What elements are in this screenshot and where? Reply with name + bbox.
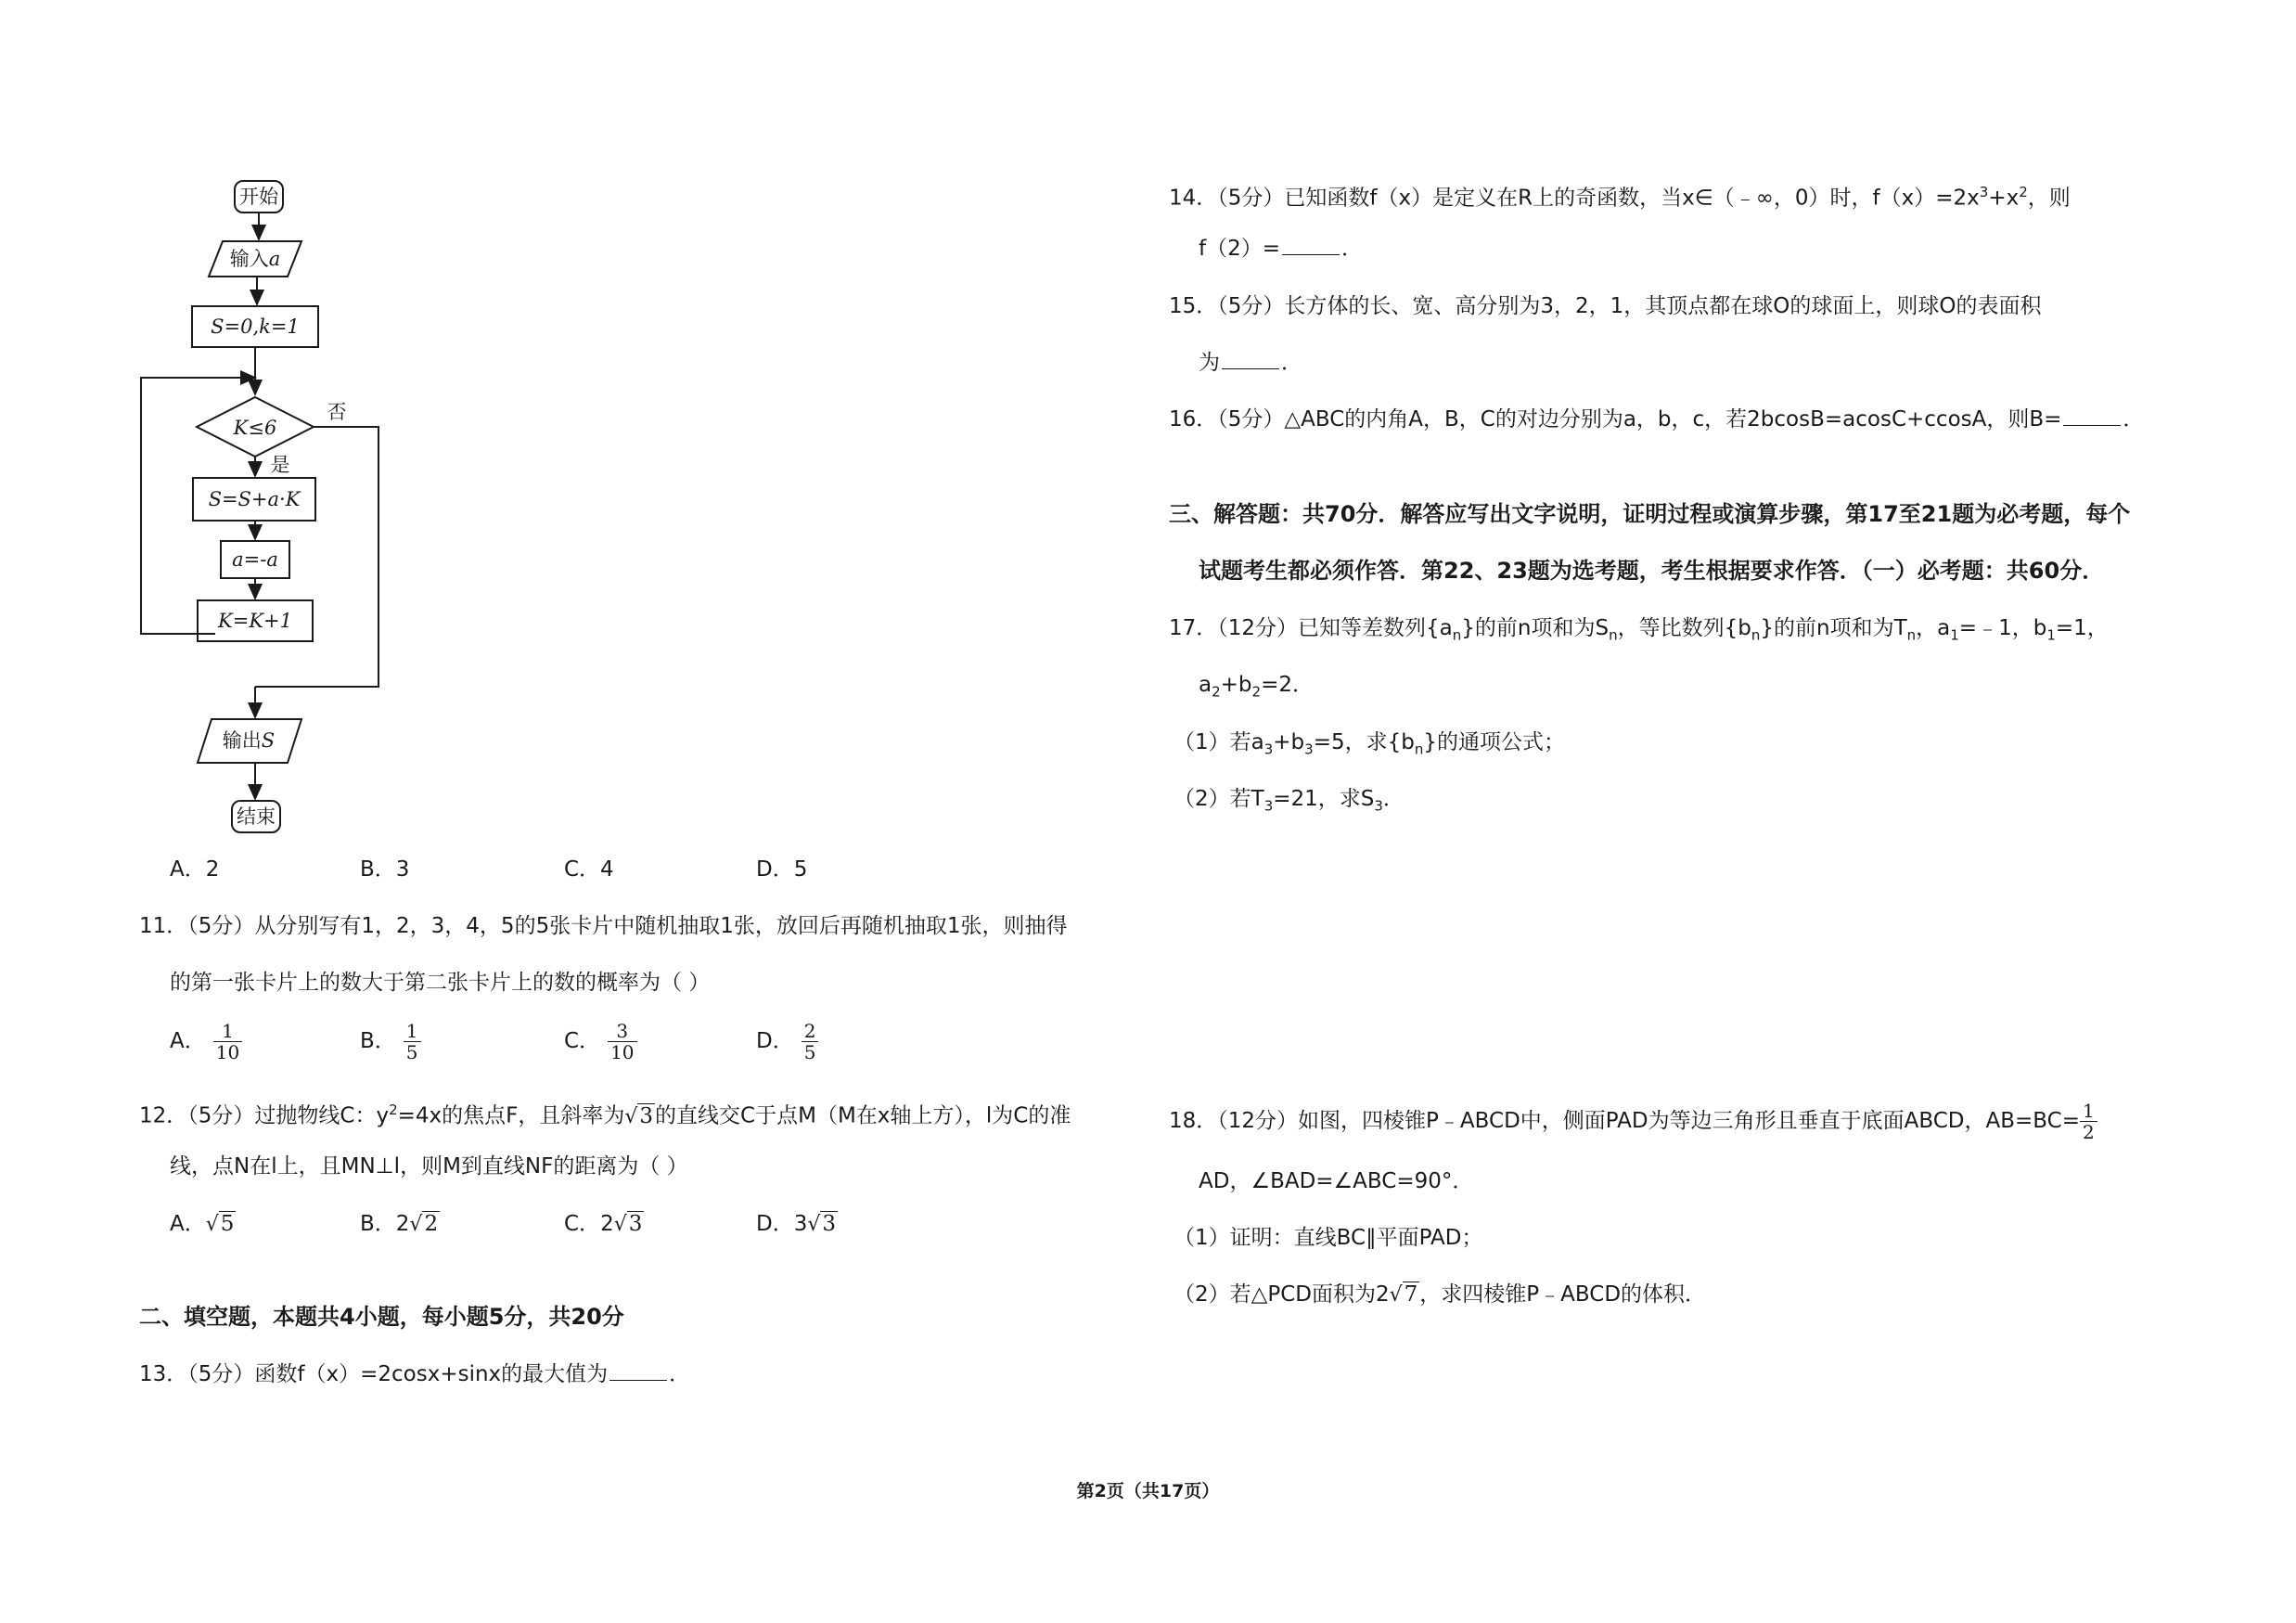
program-flowchart <box>130 172 408 840</box>
q11-text-line2: 的第一张卡片上的数大于第二张卡片上的数的概率为（ ） <box>170 971 711 995</box>
flow-end-label: 结束 <box>237 805 276 828</box>
square-root: √3 <box>624 1103 654 1128</box>
fraction: $\frac{3}{10}$ <box>608 1021 636 1063</box>
page-footer: 第2页（共17页） <box>1076 1481 1220 1501</box>
fraction: $\frac{1}{2}$ <box>2080 1101 2097 1142</box>
flow-step1-label: S=S+a·K <box>208 488 301 510</box>
flow-condition-label: K≤6 <box>233 417 277 439</box>
fraction: $\frac{1}{5}$ <box>404 1021 421 1063</box>
q17-part1: （1）若$a_3+b_3=5$，求$\{b_n\}$的通项公式； <box>1174 730 1565 758</box>
q10-option-b: B．3 <box>360 857 410 882</box>
q11-text-line1: 11．（5分）从分别写有1，2，3，4，5的5张卡片中随机抽取1张，放回后再随机抽取1张，则抽得 <box>139 914 1068 938</box>
fraction: $\frac{2}{5}$ <box>802 1021 819 1063</box>
q14-text-line2: f（2）= ． <box>1199 237 1364 261</box>
flow-no-label: 否 <box>327 401 347 423</box>
square-root: √2 <box>409 1212 439 1236</box>
q11-option-a: A． $\frac{1}{10}$ <box>170 1021 242 1063</box>
flow-start-label: 开始 <box>239 186 278 208</box>
answer-blank <box>2063 406 2121 426</box>
q11-option-d: D． $\frac{2}{5}$ <box>756 1021 818 1063</box>
flow-yes-label: 是 <box>270 454 290 476</box>
flow-step2-label: a=-a <box>232 548 278 571</box>
q11-option-b: B． $\frac{1}{5}$ <box>360 1021 421 1063</box>
q17-text-line1: 17．（12分）已知等差数列$\{a_n\}$的前n项和为$S_n$，等比数列$\{b_n\}$的前n项和为$T_n$，$a_1=﹣1$，$b_1=1$， <box>1169 616 2109 644</box>
flow-output-label: 输出S <box>222 729 276 752</box>
flow-input-label: 输入a <box>229 248 281 270</box>
q10-option-d: D．5 <box>756 857 808 882</box>
q18-part1: （1）证明：直线BC∥平面PAD； <box>1174 1226 1483 1250</box>
flow-init-label: S=0,k=1 <box>211 316 300 338</box>
square-root: √3 <box>613 1212 643 1236</box>
square-root: √5 <box>205 1212 235 1236</box>
q12-option-a: A．√5 <box>170 1210 236 1239</box>
answer-blank <box>609 1361 667 1381</box>
q17-text-line2: $a_2+b_2=2$． <box>1199 673 1314 701</box>
section3-heading-line1: 三、解答题：共70分．解答应写出文字说明，证明过程或演算步骤，第17至21题为必考题，每个 <box>1169 501 2131 527</box>
q18-text-line1: 18．（12分）如图，四棱锥P﹣ABCD中，侧面PAD为等边三角形且垂直于底面ABCD，AB=BC= $\frac{1}{2}$ <box>1169 1101 2097 1142</box>
square-root: √3 <box>807 1212 837 1236</box>
q10-option-c: C．4 <box>564 857 614 882</box>
q18-part2: （2）若△PCD面积为2√7，求四棱锥P﹣ABCD的体积． <box>1174 1281 1706 1309</box>
q16-text: 16．（5分）△ABC的内角A，B，C的对边分别为a，b，c，若2bcosB=acosC+ccosA，则B= ． <box>1169 407 2145 432</box>
flow-step3-label: K=K+1 <box>218 610 292 632</box>
q13-text: 13．（5分）函数f（x）=2cosx+sinx的最大值为 ． <box>139 1362 691 1386</box>
q15-text-line2: 为 ． <box>1199 351 1302 375</box>
q10-option-a: A．2 <box>170 857 220 882</box>
answer-blank <box>1282 236 1340 255</box>
q14-text-line1: 14．（5分）已知函数f（x）是定义在R上的奇函数，当x∈（﹣∞，0）时，$f(x)=2x^3+x^2$，则 <box>1169 184 2071 211</box>
q12-option-b: B．2√2 <box>360 1210 440 1239</box>
section3-heading-line2: 试题考生都必须作答．第22、23题为选考题，考生根据要求作答．（一）必考题：共60分． <box>1199 558 2105 584</box>
q17-part2: （2）若$T_3=21$，求$S_3$． <box>1174 787 1405 815</box>
fraction: $\frac{1}{10}$ <box>213 1021 242 1063</box>
q12-text-line2: 线，点N在l上，且MN⊥l，则M到直线NF的距离为（ ） <box>170 1154 688 1179</box>
q12-option-d: D．3√3 <box>756 1210 838 1239</box>
q11-option-c: C． $\frac{3}{10}$ <box>564 1021 637 1063</box>
q12-text-line1: 12．（5分）过抛物线C：$y^2=4x$的焦点F，且斜率为√3的直线交C于点M（M在x轴上方），l为C的准 <box>139 1096 1071 1131</box>
q18-text-line2: AD，∠BAD=∠ABC=90°． <box>1199 1169 1474 1193</box>
answer-blank <box>1222 350 1279 369</box>
q12-option-c: C．2√3 <box>564 1210 644 1239</box>
q15-text-line1: 15．（5分）长方体的长、宽、高分别为3，2，1，其顶点都在球O的球面上，则球O的表面积 <box>1169 294 2042 318</box>
section2-heading: 二、填空题，本题共4小题，每小题5分，共20分 <box>139 1304 624 1330</box>
square-root: √7 <box>1389 1282 1418 1307</box>
